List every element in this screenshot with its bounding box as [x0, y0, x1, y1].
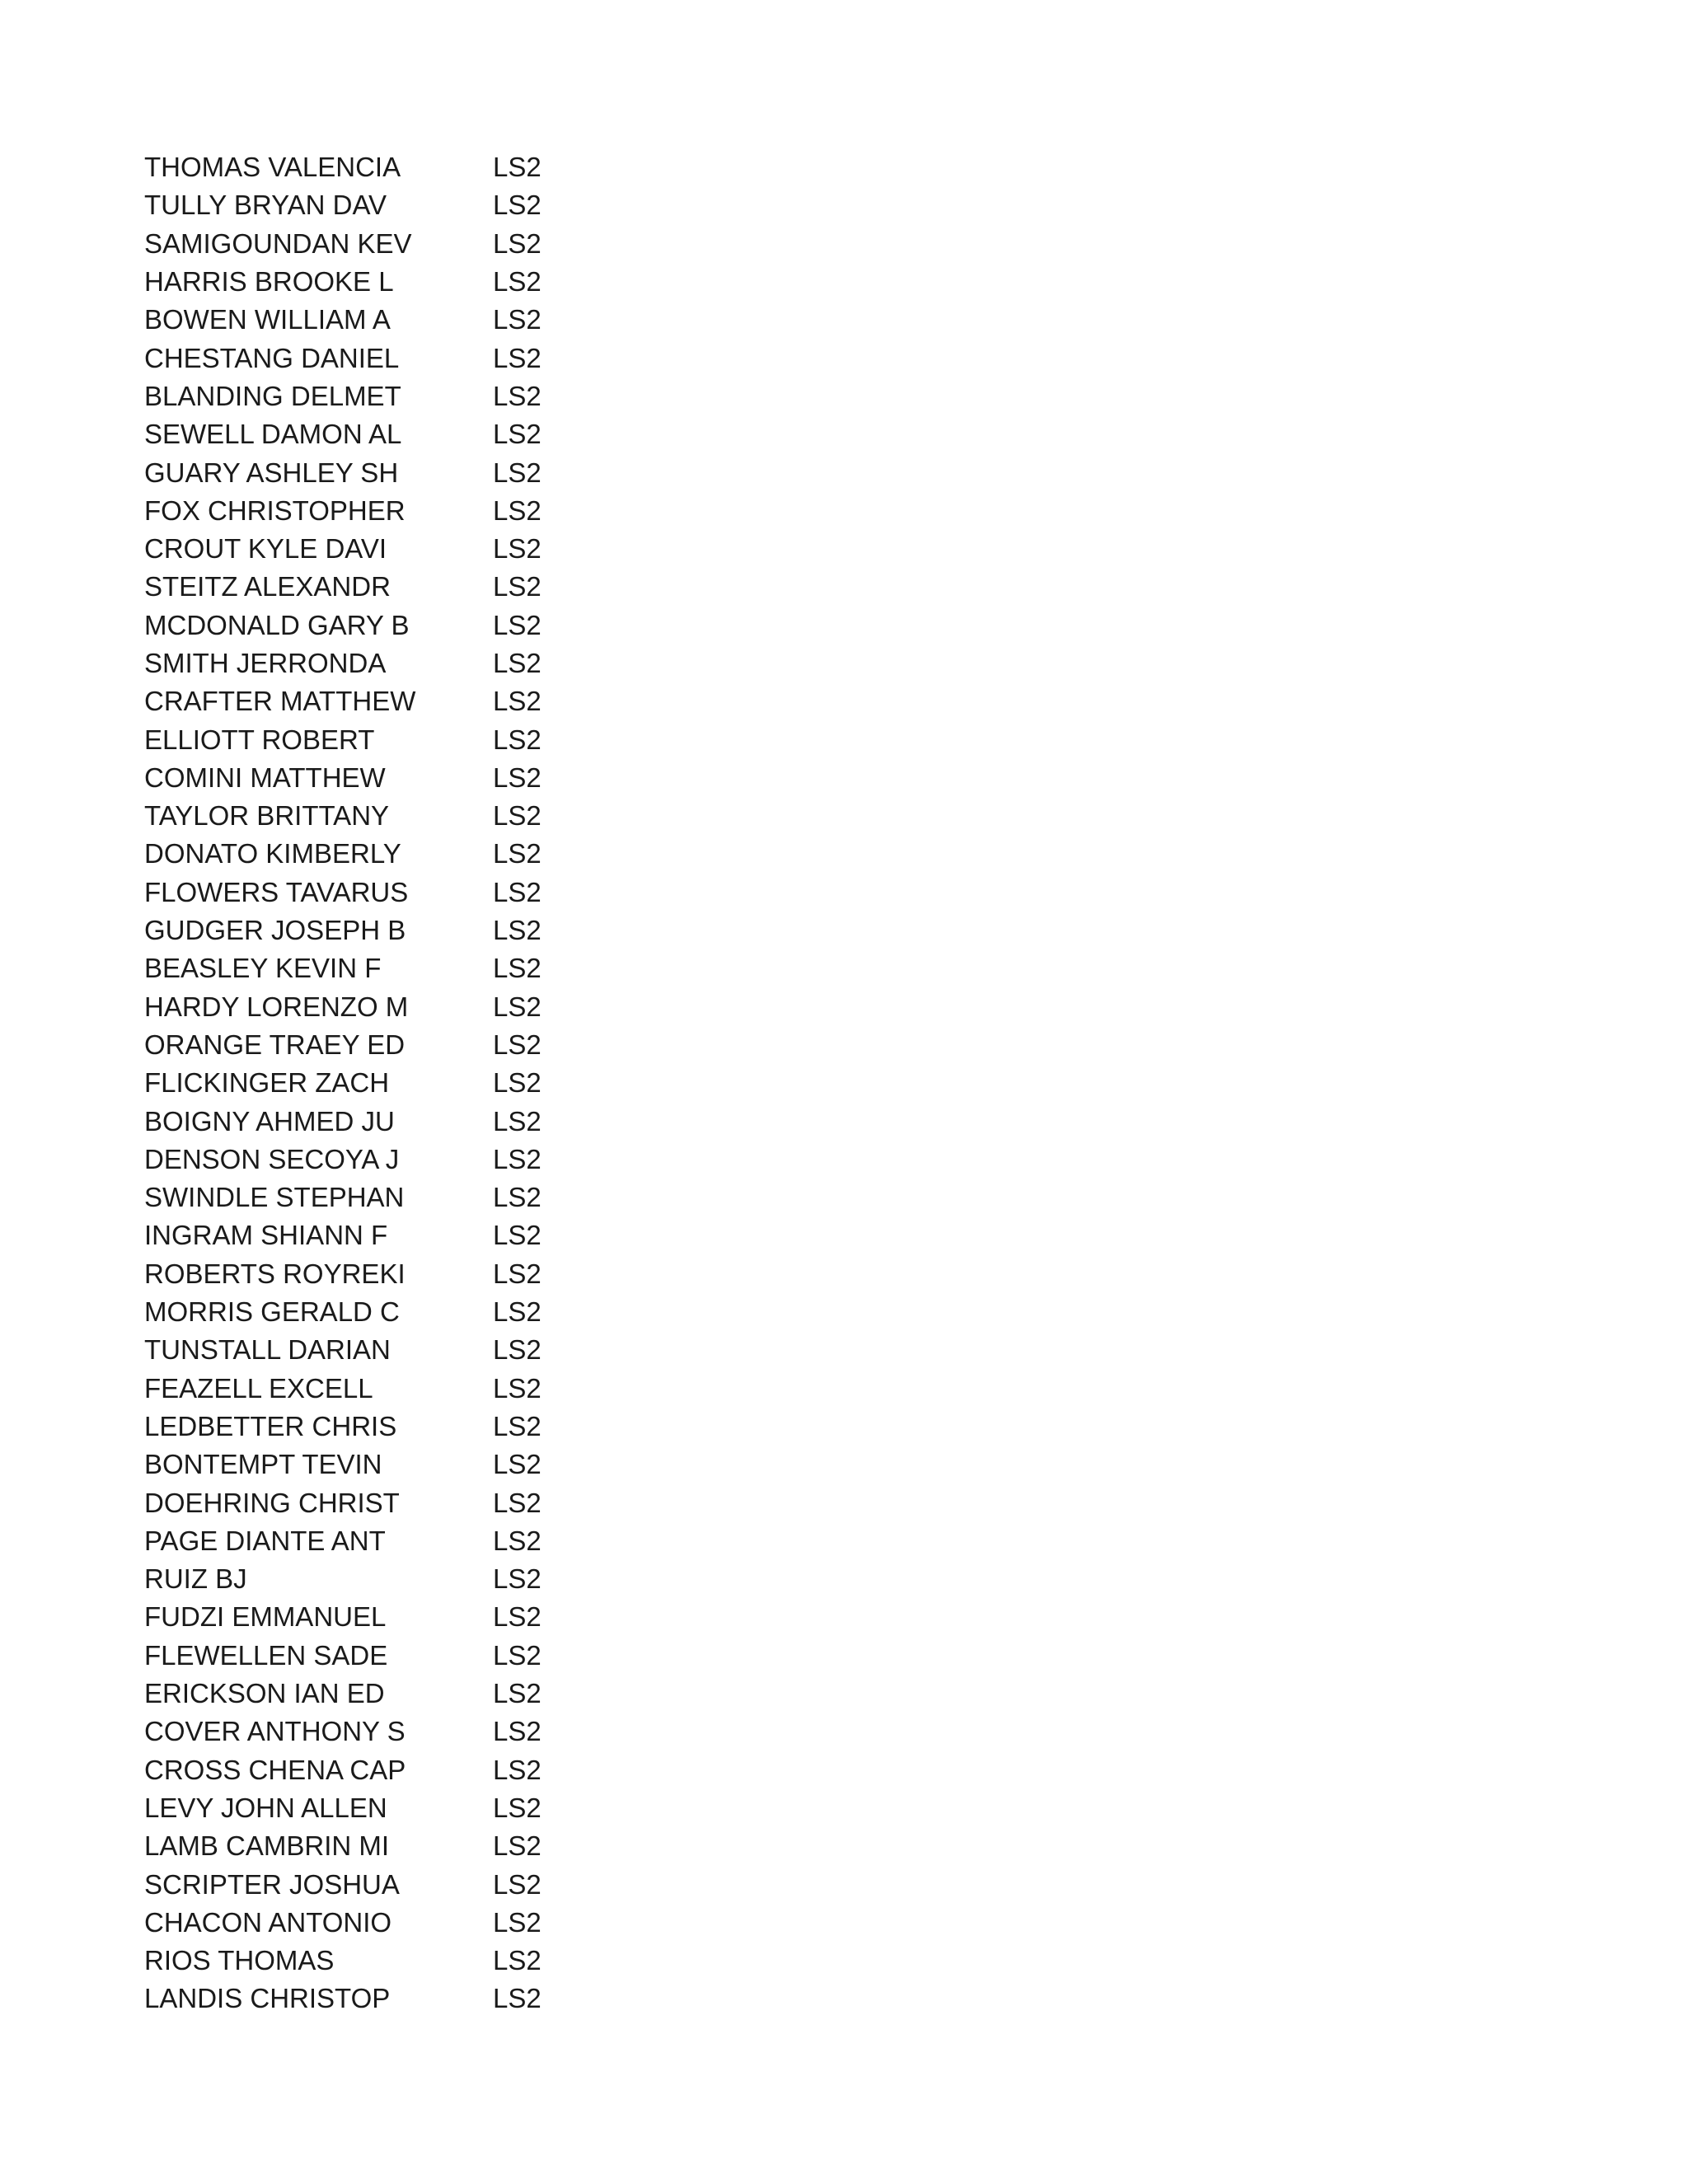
code-value: LS2 [493, 686, 542, 717]
person-name: COMINI MATTHEW [144, 762, 386, 793]
list-row [144, 1865, 721, 1903]
code-value: LS2 [493, 1639, 542, 1671]
code-value: LS2 [493, 762, 542, 793]
person-name: LAMB CAMBRIN MI [144, 1830, 390, 1862]
person-name: DOEHRING CHRIST [144, 1487, 400, 1518]
person-name: LEVY JOHN ALLEN [144, 1792, 387, 1823]
list-row [144, 912, 721, 949]
code-value: LS2 [493, 1143, 542, 1174]
person-name: DENSON SECOYA J [144, 1143, 400, 1174]
code-value: LS2 [493, 457, 542, 488]
person-name: MCDONALD GARY B [144, 609, 410, 640]
list-row [144, 1522, 721, 1560]
list-row [144, 1141, 721, 1179]
name-code-list [144, 148, 721, 2018]
person-name: BLANDING DELMET [144, 380, 401, 411]
person-name: SAMIGOUNDAN KEV [144, 227, 412, 259]
list-row [144, 607, 721, 644]
code-value: LS2 [493, 494, 542, 526]
list-row [144, 682, 721, 720]
person-name: STEITZ ALEXANDR [144, 571, 391, 602]
person-name: TAYLOR BRITTANY [144, 800, 390, 832]
code-value: LS2 [493, 1525, 542, 1556]
list-row [144, 301, 721, 339]
code-value: LS2 [493, 1830, 542, 1862]
code-value: LS2 [493, 915, 542, 946]
list-row [144, 720, 721, 758]
person-name: FLOWERS TAVARUS [144, 876, 409, 907]
code-value: LS2 [493, 1029, 542, 1060]
person-name: RUIZ BJ [144, 1563, 247, 1595]
code-value: LS2 [493, 609, 542, 640]
code-value: LS2 [493, 342, 542, 373]
person-name: SEWELL DAMON AL [144, 419, 402, 450]
list-row [144, 568, 721, 606]
code-value: LS2 [493, 991, 542, 1022]
code-value: LS2 [493, 1182, 542, 1213]
list-row [144, 415, 721, 453]
list-row [144, 1026, 721, 1064]
list-row [144, 492, 721, 530]
list-row [144, 186, 721, 224]
list-row [144, 148, 721, 186]
list-row [144, 988, 721, 1026]
list-row [144, 377, 721, 415]
person-name: PAGE DIANTE ANT [144, 1525, 386, 1556]
code-value: LS2 [493, 953, 542, 984]
person-name: ELLIOTT ROBERT [144, 724, 375, 755]
list-row [144, 1789, 721, 1827]
code-value: LS2 [493, 1945, 542, 1976]
list-row [144, 1904, 721, 1942]
code-value: LS2 [493, 1220, 542, 1251]
list-row [144, 1750, 721, 1788]
person-name: TUNSTALL DARIAN [144, 1334, 391, 1366]
code-value: LS2 [493, 1258, 542, 1289]
code-value: LS2 [493, 1601, 542, 1633]
list-row [144, 1102, 721, 1140]
code-value: LS2 [493, 1906, 542, 1938]
list-row [144, 1255, 721, 1293]
person-name: BOIGNY AHMED JU [144, 1105, 395, 1137]
person-name: MORRIS GERALD C [144, 1296, 400, 1328]
code-value: LS2 [493, 1868, 542, 1900]
code-value: LS2 [493, 838, 542, 869]
code-value: LS2 [493, 419, 542, 450]
code-value: LS2 [493, 227, 542, 259]
person-name: TULLY BRYAN DAV [144, 190, 387, 221]
code-value: LS2 [493, 1678, 542, 1709]
list-row [144, 949, 721, 987]
person-name: DONATO KIMBERLY [144, 838, 401, 869]
code-value: LS2 [493, 1372, 542, 1404]
person-name: FLICKINGER ZACH [144, 1067, 390, 1099]
code-value: LS2 [493, 380, 542, 411]
list-row [144, 1637, 721, 1675]
code-value: LS2 [493, 1296, 542, 1328]
list-row [144, 453, 721, 491]
list-row [144, 1293, 721, 1331]
list-row [144, 1331, 721, 1369]
person-name: CROUT KYLE DAVI [144, 533, 387, 565]
code-value: LS2 [493, 724, 542, 755]
code-value: LS2 [493, 1334, 542, 1366]
code-value: LS2 [493, 266, 542, 298]
code-value: LS2 [493, 800, 542, 832]
list-row [144, 1713, 721, 1750]
person-name: ROBERTS ROYREKI [144, 1258, 406, 1289]
list-row [144, 263, 721, 301]
person-name: FLEWELLEN SADE [144, 1639, 388, 1671]
person-name: SWINDLE STEPHAN [144, 1182, 405, 1213]
list-row [144, 644, 721, 682]
person-name: LEDBETTER CHRIS [144, 1410, 397, 1441]
code-value: LS2 [493, 304, 542, 335]
person-name: FEAZELL EXCELL [144, 1372, 373, 1404]
person-name: BOWEN WILLIAM A [144, 304, 391, 335]
code-value: LS2 [493, 1449, 542, 1480]
code-value: LS2 [493, 190, 542, 221]
person-name: CHACON ANTONIO [144, 1906, 392, 1938]
person-name: HARRIS BROOKE L [144, 266, 394, 298]
code-value: LS2 [493, 152, 542, 183]
person-name: LANDIS CHRISTOP [144, 1983, 391, 2014]
person-name: BONTEMPT TEVIN [144, 1449, 382, 1480]
person-name: ERICKSON IAN ED [144, 1678, 385, 1709]
person-name: GUDGER JOSEPH B [144, 915, 406, 946]
list-row [144, 797, 721, 835]
list-row [144, 1560, 721, 1598]
list-row [144, 1216, 721, 1254]
list-row [144, 759, 721, 797]
code-value: LS2 [493, 1105, 542, 1137]
list-row [144, 874, 721, 912]
code-value: LS2 [493, 1754, 542, 1785]
code-value: LS2 [493, 1487, 542, 1518]
person-name: BEASLEY KEVIN F [144, 953, 382, 984]
person-name: ORANGE TRAEY ED [144, 1029, 406, 1060]
list-row [144, 835, 721, 873]
code-value: LS2 [493, 571, 542, 602]
person-name: CRAFTER MATTHEW [144, 686, 416, 717]
code-value: LS2 [493, 1410, 542, 1441]
list-row [144, 1942, 721, 1980]
person-name: SCRIPTER JOSHUA [144, 1868, 400, 1900]
person-name: RIOS THOMAS [144, 1945, 335, 1976]
list-row [144, 530, 721, 568]
code-value: LS2 [493, 1563, 542, 1595]
list-row [144, 1827, 721, 1865]
list-row [144, 1675, 721, 1713]
list-row [144, 1408, 721, 1446]
list-row [144, 1064, 721, 1102]
person-name: COVER ANTHONY S [144, 1716, 406, 1747]
code-value: LS2 [493, 876, 542, 907]
person-name: FOX CHRISTOPHER [144, 494, 406, 526]
person-name: FUDZI EMMANUEL [144, 1601, 387, 1633]
code-value: LS2 [493, 533, 542, 565]
person-name: GUARY ASHLEY SH [144, 457, 399, 488]
list-row [144, 1483, 721, 1521]
person-name: CROSS CHENA CAP [144, 1754, 406, 1785]
code-value: LS2 [493, 648, 542, 678]
code-value: LS2 [493, 1792, 542, 1823]
code-value: LS2 [493, 1983, 542, 2014]
list-row [144, 225, 721, 263]
person-name: HARDY LORENZO M [144, 991, 409, 1022]
person-name: THOMAS VALENCIA [144, 152, 401, 183]
code-value: LS2 [493, 1716, 542, 1747]
list-row [144, 1179, 721, 1216]
list-row [144, 1370, 721, 1408]
list-row [144, 1980, 721, 2018]
code-value: LS2 [493, 1067, 542, 1099]
person-name: INGRAM SHIANN F [144, 1220, 388, 1251]
list-row [144, 1598, 721, 1636]
person-name: CHESTANG DANIEL [144, 342, 400, 373]
list-row [144, 339, 721, 377]
list-row [144, 1446, 721, 1483]
person-name: SMITH JERRONDA [144, 648, 387, 678]
